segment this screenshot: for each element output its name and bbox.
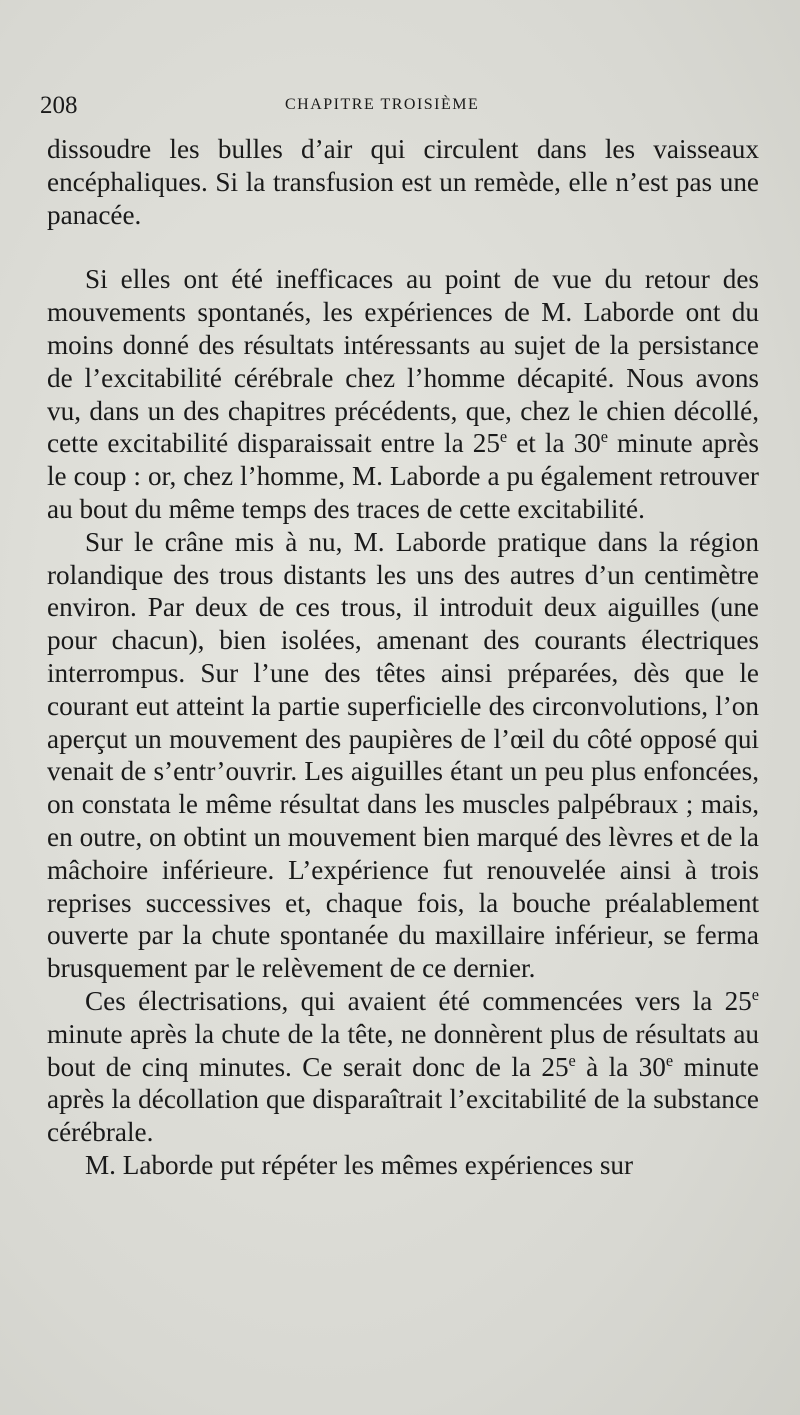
paragraph-5-text: M. Laborde put répéter les mêmes expériences sur: [85, 1149, 634, 1180]
ordinal-suffix: e: [600, 427, 608, 447]
paragraph-2-end: minute après le coup : or, chez l’homme, M. Laborde a pu également retrouver au bout du même temps des traces de cette excitabilité.: [47, 428, 759, 524]
ordinal-number: 30: [573, 428, 601, 459]
paragraph-1: [47, 133, 759, 231]
paragraph-2-text: Si elles ont été inefficaces au point de vue du retour des mouvements spontanés, les expériences de M. Laborde ont du moins donné des résultats intéressants au sujet de la persistance de l’excitabilité cérébrale chez l’homme décapité. Nous avons vu, dans un des chapitres précédents, que, chez le chien décollé, cette excitabilité disparaissait entre la: [47, 264, 759, 459]
ordinal-suffix: e: [568, 1050, 576, 1070]
ordinal-number: 25: [472, 428, 500, 459]
ordinal-number: 30: [638, 1051, 666, 1082]
page-number: 208: [40, 92, 78, 119]
paragraph-4-mid2: à la: [575, 1051, 639, 1082]
ordinal-suffix: e: [499, 427, 508, 447]
paragraph-4-mid: minute après la chute de la tête, ne donnèrent plus de résultats au bout de cinq minutes. Ce serait donc de la: [47, 1018, 759, 1082]
body-text: [47, 133, 759, 1182]
page-header: [40, 92, 760, 122]
ordinal-number: 25: [541, 1051, 569, 1082]
ordinal-number: 25: [724, 985, 752, 1016]
running-head: CHAPITRE TROISIÈME: [285, 96, 480, 113]
paragraph-4: [47, 985, 759, 1149]
paragraph-2: [47, 263, 759, 525]
paragraph-1-text: dissoudre les bulles d’air qui circulent dans les vaisseaux encéphaliques. Si la transfusion est un remède, elle n’est pas une panacée.: [47, 134, 759, 230]
paragraph-3-text: Sur le crâne mis à nu, M. Laborde pratique dans la région rolandique des trous distants les uns des autres d’un centimètre environ. Par deux de ces trous, il introduit deux aiguilles (une pour chacun), bien isolées, amenant des courants électriques interrompus. Sur l’une des têtes ainsi préparées, dès que le courant eut atteint la partie superficielle des circonvolutions, l’on aperçut un mouvement des paupières de l’œil du côté opposé qui venait de s’entr’ouvrir. Les aiguilles étant un peu plus enfoncées, on constata le même résultat dans les muscles palpébraux ; mais, en outre, on obtint un mouvement bien marqué des lèvres et de la mâchoire inférieure. L’expérience fut renouvelée ainsi à trois reprises successives et, chaque fois, la bouche préalablement ouverte par la chute spontanée du maxillaire inférieur, se ferma brusquement par le relèvement de ce dernier.: [47, 526, 759, 984]
paragraph-4-end: minute après la décollation que disparaîtrait l’excitabilité de la substance cérébrale.: [47, 1051, 759, 1148]
paragraph-5: [47, 1149, 759, 1182]
ordinal-suffix: e: [665, 1050, 674, 1070]
paragraph-3: [47, 526, 759, 985]
ordinal-suffix: e: [751, 985, 759, 1005]
paragraph-2-mid: et la: [507, 428, 574, 459]
paragraph-4-text: Ces électrisations, qui avaient été commencées vers la: [85, 985, 725, 1016]
